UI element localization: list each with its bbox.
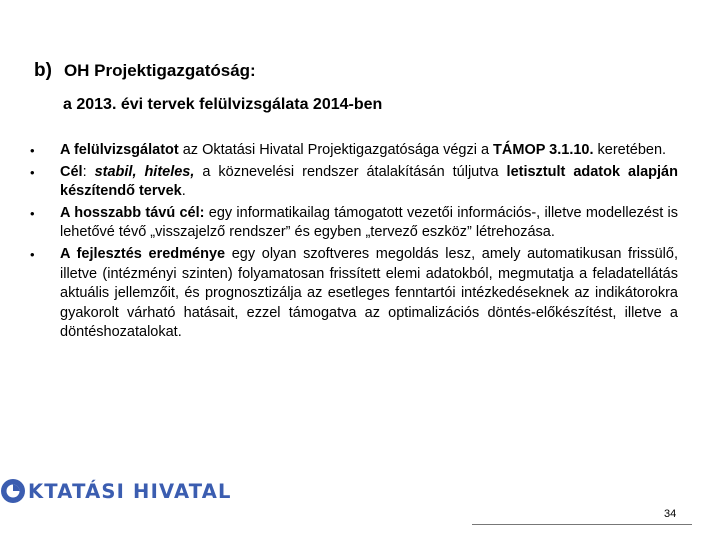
bullet-item <box>30 245 678 343</box>
section-title: OH Projektigazgatóság: <box>63 61 256 80</box>
bullet-text: egy informatikailag támogatott vezetői információs-, illetve modellezést is lehetővé tévő „visszajelző rendszer” és egyben „tervező eszköz” létrehozása. <box>60 204 678 241</box>
section-marker: b) <box>34 60 52 81</box>
bullet-icon: • <box>30 143 35 158</box>
bullet-icon: • <box>30 205 35 221</box>
bullet-text-bold: letisztult adatok alapján készítendő tervek <box>60 163 678 200</box>
bullet-text: a köznevelési rendszer átalakításán túljutva <box>194 163 507 180</box>
bullet-text-bold: A fejlesztés eredménye <box>60 245 226 262</box>
bullet-text-bold: A felülvizsgálatot <box>60 142 179 158</box>
bullet-text: . <box>181 183 186 200</box>
bullet-text-bold: Cél <box>60 163 83 180</box>
page-number: 34 <box>664 508 677 520</box>
footer-divider <box>472 524 692 525</box>
section-heading <box>34 60 256 82</box>
logo-wordmark: KTATÁSI HIVATAL <box>28 479 232 503</box>
oktatasi-hivatal-logo <box>0 477 232 505</box>
bullet-icon: • <box>30 164 35 180</box>
bullet-icon: • <box>30 246 35 262</box>
bullet-text-bold: A hosszabb távú cél: <box>60 204 205 221</box>
bullet-item <box>30 204 678 243</box>
section-subtitle: a 2013. évi tervek felülvizsgálata 2014-ben <box>63 96 383 113</box>
bullet-item <box>30 163 678 202</box>
bullet-text: egy olyan szoftveres megoldás lesz, amely automatikusan frissülő, illetve (intézményi szinten) folyamatosan frissített elemi adatokból, megmutatja a feladatellátás aktuális jellemzőit, és prognosztizálja az esetleges fenntartói intézkedéseknek az indikátorokra gyakorolt várható hatásait, ezzel támogatva az optimalizációs döntés-előkészítést, illetve a döntéshozatalokat. <box>60 245 678 341</box>
bullet-text-bold-italic: stabil, hiteles, <box>94 163 195 180</box>
bullet-text: az Oktatási Hivatal Projektigazgatósága végzi a <box>178 142 494 158</box>
bullet-text-bold: TÁMOP 3.1.10. <box>493 142 594 158</box>
bullet-item <box>30 141 678 161</box>
bullet-list <box>30 141 678 343</box>
oktatasi-hivatal-o-mark-icon <box>0 478 26 504</box>
bullet-text: keretében. <box>593 142 667 158</box>
bullet-text: : <box>82 163 95 180</box>
